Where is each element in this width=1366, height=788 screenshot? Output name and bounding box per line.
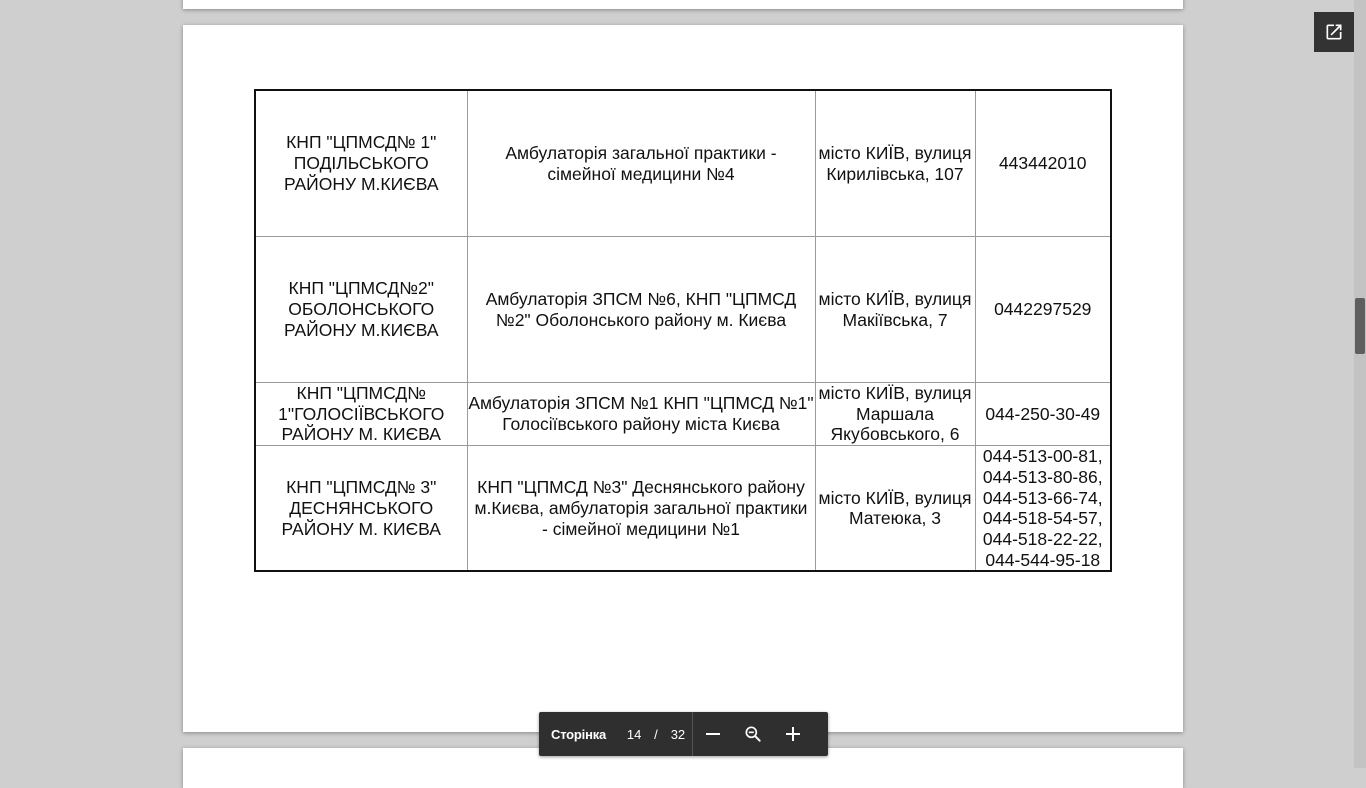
table-row — [255, 446, 1111, 572]
facilities-table — [254, 89, 1112, 572]
magnifier-minus-icon — [743, 724, 763, 744]
table-row — [255, 237, 1111, 383]
address-cell: місто КИЇВ, вулиця Кирилівська, 107 — [815, 90, 975, 237]
facility-cell: Амбулаторія загальної практики - сімейної медицини №4 — [467, 90, 815, 237]
address-cell: місто КИЇВ, вулиця Маршала Якубовського, 6 — [815, 383, 975, 446]
address-cell: місто КИЇВ, вулиця Матеюка, 3 — [815, 446, 975, 572]
phone-cell: 044-513-00-81, 044-513-80-86, 044-513-66-74, 044-518-54-57, 044-518-22-22, 044-544-95-18 — [975, 446, 1111, 572]
vertical-scrollbar[interactable] — [1354, 0, 1366, 768]
document-page — [183, 25, 1183, 732]
table-row — [255, 90, 1111, 237]
page-indicator — [539, 712, 692, 756]
zoom-out-button[interactable] — [693, 712, 733, 756]
page-label: Сторінка — [551, 726, 607, 742]
zoom-reset-button[interactable] — [733, 712, 773, 756]
plus-icon — [785, 726, 801, 742]
organization-cell: КНП "ЦПМСД№ 1" ПОДІЛЬСЬКОГО РАЙОНУ М.КИЄВА — [255, 90, 467, 237]
current-page-input[interactable]: 14 — [626, 726, 642, 742]
facility-cell: Амбулаторія ЗПСМ №6, КНП "ЦПМСД №2" Оболонського району м. Києва — [467, 237, 815, 383]
phone-cell: 044-250-30-49 — [975, 383, 1111, 446]
total-pages: 32 — [670, 726, 686, 742]
minus-icon — [705, 726, 721, 742]
open-in-new-window-button[interactable] — [1314, 12, 1354, 52]
zoom-in-button[interactable] — [773, 712, 813, 756]
table-row — [255, 383, 1111, 446]
organization-cell: КНП "ЦПМСД№2" ОБОЛОНСЬКОГО РАЙОНУ М.КИЄВА — [255, 237, 467, 383]
facility-cell: КНП "ЦПМСД №3" Деснянського району м.Києва, амбулаторія загальної практики - сімейної медицини №1 — [467, 446, 815, 572]
address-cell: місто КИЇВ, вулиця Макіївська, 7 — [815, 237, 975, 383]
facility-cell: Амбулаторія ЗПСМ №1 КНП "ЦПМСД №1" Голосіївського району міста Києва — [467, 383, 815, 446]
organization-cell: КНП "ЦПМСД№ 1"ГОЛОСІЇВСЬКОГО РАЙОНУ М. КИЄВА — [255, 383, 467, 446]
phone-cell: 443442010 — [975, 90, 1111, 237]
phone-cell: 0442297529 — [975, 237, 1111, 383]
previous-page — [183, 0, 1183, 9]
pdf-toolbar — [539, 712, 828, 756]
organization-cell: КНП "ЦПМСД№ 3" ДЕСНЯНСЬКОГО РАЙОНУ М. КИЄВА — [255, 446, 467, 572]
open-in-new-icon — [1324, 22, 1344, 42]
scrollbar-thumb[interactable] — [1355, 298, 1365, 354]
page-separator: / — [654, 726, 658, 742]
